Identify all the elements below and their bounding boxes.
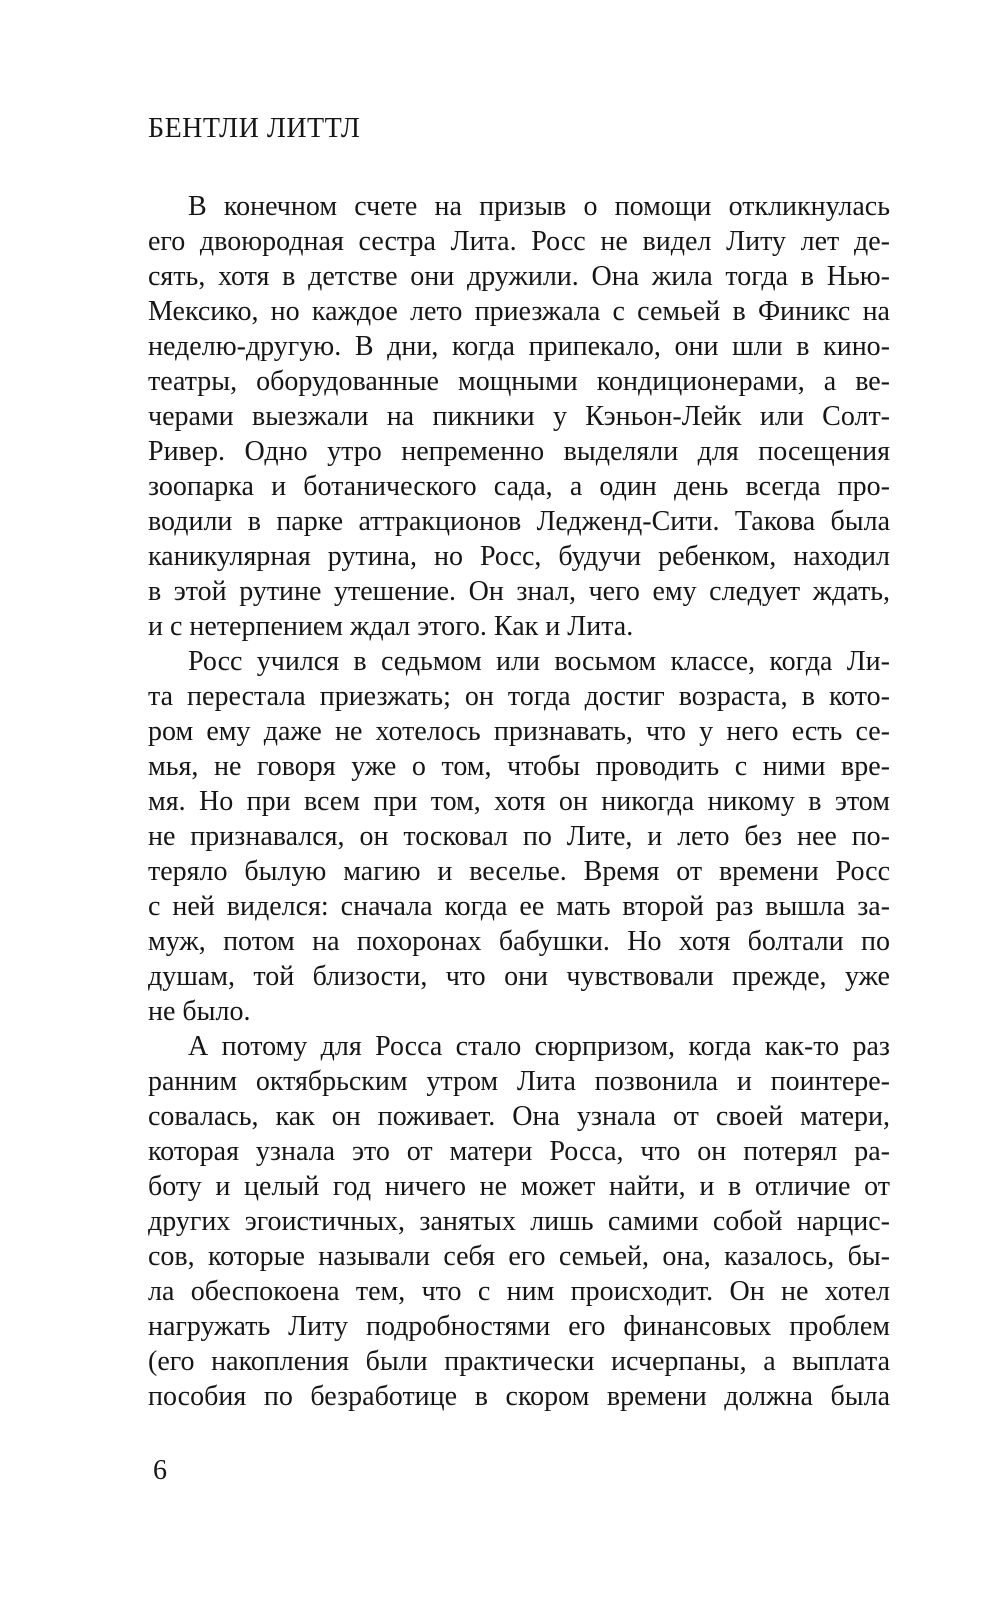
text-line: сять, хотя в детстве они дружили. Она жила тогда в Нью-	[148, 261, 890, 292]
text-line: ранним октябрьским утром Лита позвонила и поинтере-	[148, 1066, 890, 1097]
text-line: душам, той близости, что они чувствовали прежде, уже	[148, 961, 890, 992]
text-line: совалась, как он поживает. Она узнала от своей матери,	[148, 1101, 890, 1132]
text-line: не признавался, он тосковал по Лите, и лето без нее по-	[148, 821, 890, 852]
text-line: черами выезжали на пикники у Кэньон-Лейк или Солт-	[148, 401, 890, 432]
text-line: та перестала приезжать; он тогда достиг возраста, в кото-	[148, 681, 890, 712]
text-line: Ривер. Одно утро непременно выделяли для посещения	[148, 436, 890, 467]
text-line: водили в парке аттракционов Ледженд-Сити. Такова была	[148, 506, 890, 537]
text-line: теряло былую магию и веселье. Время от времени Росс	[148, 856, 890, 887]
text-line: ла обеспокоена тем, что с ним происходит. Он не хотел	[148, 1276, 890, 1307]
text-line: Росс учился в седьмом или восьмом классе, когда Ли-	[188, 646, 890, 677]
text-line: его двоюродная сестра Лита. Росс не видел Литу лет де-	[148, 226, 890, 257]
text-line: с ней виделся: сначала когда ее мать второй раз вышла за-	[148, 891, 890, 922]
text-line: неделю-другую. В дни, когда припекало, они шли в кино-	[148, 331, 890, 362]
text-line: мья, не говоря уже о том, чтобы проводить с ними вре-	[148, 751, 890, 782]
text-line: А потому для Росса стало сюрпризом, когда как-то раз	[188, 1031, 890, 1062]
text-line: театры, оборудованные мощными кондиционерами, а ве-	[148, 366, 890, 397]
running-header-author: БЕНТЛИ ЛИТТЛ	[148, 113, 361, 144]
text-line: в этой рутине утешение. Он знал, чего ему следует ждать,	[148, 576, 890, 607]
text-line: (его накопления были практически исчерпаны, а выплата	[148, 1346, 890, 1377]
text-line: других эгоистичных, занятых лишь самими собой нарцис-	[148, 1206, 890, 1237]
text-line: В конечном счете на призыв о помощи откликнулась	[188, 191, 890, 222]
text-line: муж, потом на похоронах бабушки. Но хотя болтали по	[148, 926, 890, 957]
text-line: сов, которые называли себя его семьей, она, казалось, бы-	[148, 1241, 890, 1272]
text-line: боту и целый год ничего не может найти, и в отличие от	[148, 1171, 890, 1202]
text-line: каникулярная рутина, но Росс, будучи ребенком, находил	[148, 541, 890, 572]
page-number: 6	[153, 1455, 167, 1486]
text-line: не было.	[148, 996, 251, 1027]
text-line: которая узнала это от матери Росса, что он потерял ра-	[148, 1136, 890, 1167]
text-line: нагружать Литу подробностями его финансовых проблем	[148, 1311, 890, 1342]
text-block	[148, 189, 890, 1414]
text-line: ром ему даже не хотелось признавать, что у него есть се-	[148, 716, 890, 747]
text-line: и с нетерпением ждал этого. Как и Лита.	[148, 611, 634, 642]
text-line: мя. Но при всем при том, хотя он никогда никому в этом	[148, 786, 890, 817]
text-line: зоопарка и ботанического сада, а один день всегда про-	[148, 471, 890, 502]
text-line: Мексико, но каждое лето приезжала с семьей в Финикс на	[148, 296, 890, 327]
text-line: пособия по безработице в скором времени должна была	[148, 1381, 890, 1412]
